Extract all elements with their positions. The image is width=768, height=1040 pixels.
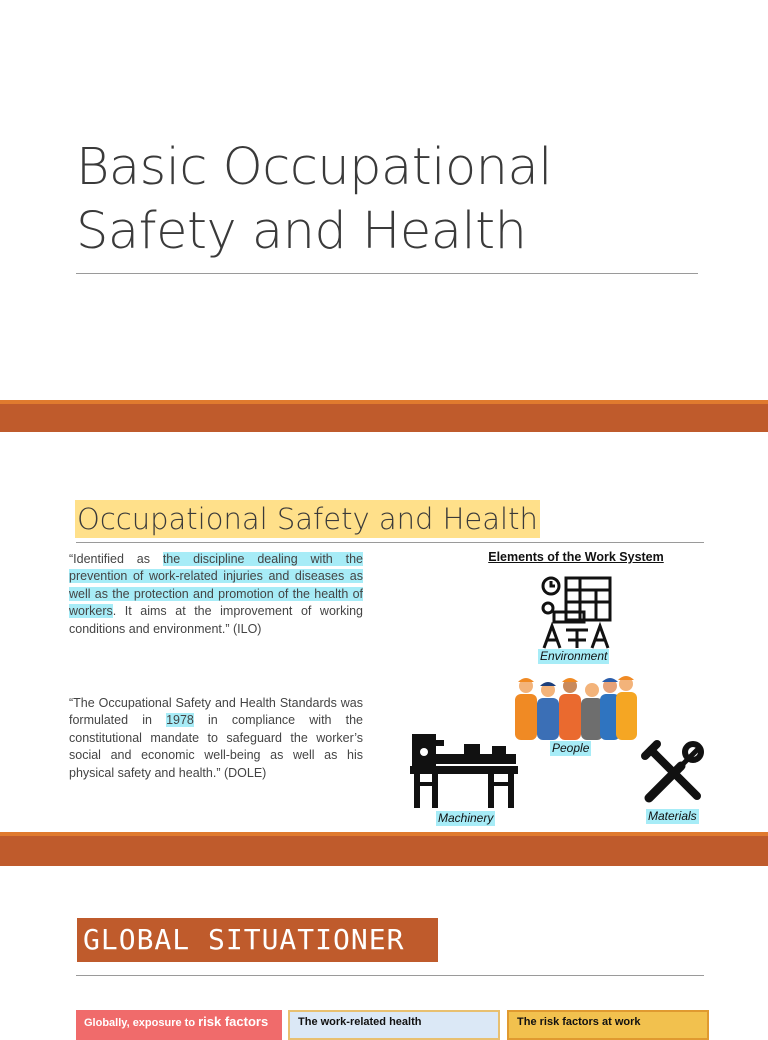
environment-label: Environment bbox=[540, 649, 608, 663]
people-icon bbox=[512, 674, 638, 740]
people-label: People bbox=[552, 741, 590, 755]
machinery-label: Machinery bbox=[438, 811, 494, 825]
info-card: Globally, exposure to risk factors bbox=[76, 1010, 282, 1040]
slide-separator bbox=[0, 400, 768, 432]
title-divider bbox=[76, 273, 698, 274]
section-divider bbox=[76, 542, 704, 543]
machinery-icon bbox=[408, 732, 520, 808]
highlighted-year: 1978 bbox=[166, 713, 194, 728]
info-card: The risk factors at work bbox=[507, 1010, 709, 1040]
slide-separator bbox=[0, 832, 768, 866]
materials-label: Materials bbox=[648, 809, 697, 823]
section-divider bbox=[76, 975, 704, 976]
diagram-title: Elements of the Work System bbox=[488, 550, 664, 564]
dole-definition: “The Occupational Safety and Health Standards was formulated in 1978 in compliance with the constitutional mandate to safeguard the worker’s social and economic well-being as well as his physical safety and health.” (DOLE) bbox=[69, 696, 364, 780]
section-title: Occupational Safety and Health bbox=[77, 502, 538, 536]
environment-icon bbox=[538, 574, 616, 650]
ilo-definition: “Identified as the discipline dealing with the prevention of work-related injuries and diseases as well as the protection and promotion of the health of workers. It aims at the improvement of working conditions and environment.” (ILO) bbox=[69, 552, 363, 636]
info-card: The work-related health bbox=[288, 1010, 500, 1040]
section-title: GLOBAL SITUATIONER bbox=[77, 918, 438, 962]
title-line-1: Basic Occupational bbox=[76, 138, 552, 197]
slide-title bbox=[76, 136, 716, 264]
materials-icon bbox=[641, 740, 707, 806]
title-line-2: Safety and Health bbox=[76, 202, 527, 261]
highlighted-text: the discipline dealing with the prevention of work-related injuries and diseases as well as the protection and promotion of the health of workers bbox=[69, 552, 363, 619]
